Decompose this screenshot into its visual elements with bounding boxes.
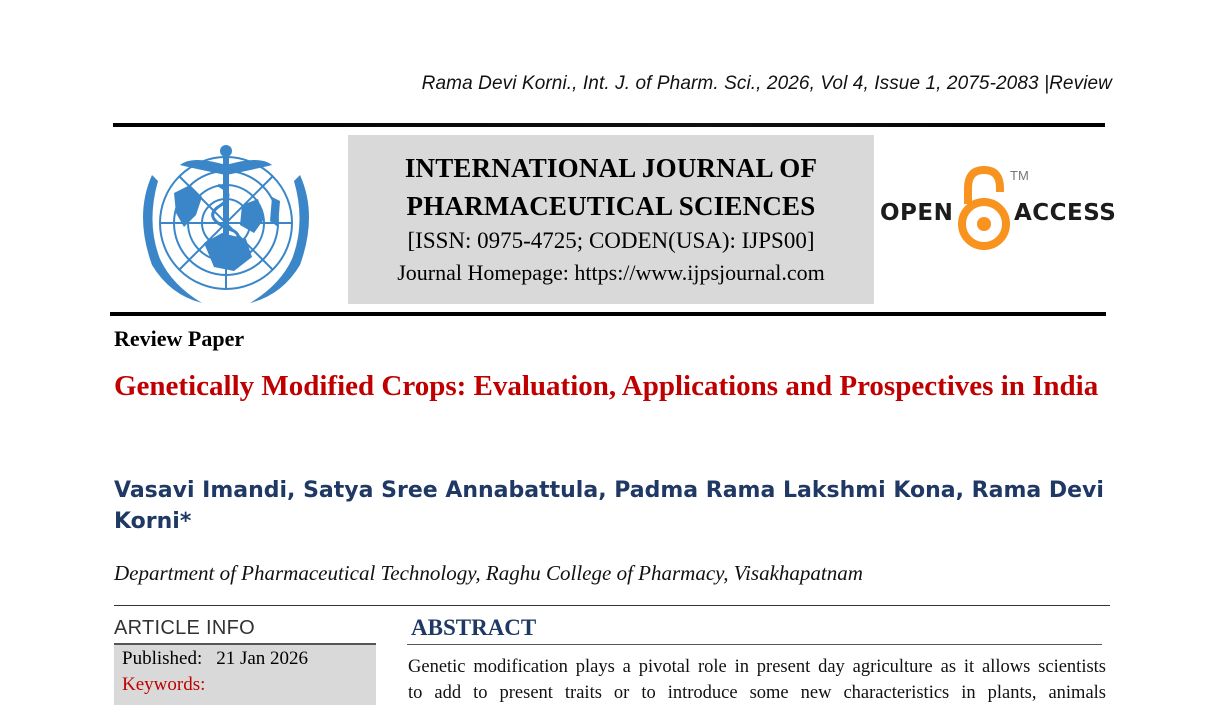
- keywords-label: Keywords:: [122, 674, 206, 695]
- journal-homepage-link[interactable]: Journal Homepage: https://www.ijpsjournal.com: [397, 260, 825, 285]
- published-date: 21 Jan 2026: [216, 648, 309, 669]
- masthead-bottom-rule: [110, 312, 1106, 316]
- section-divider: [114, 605, 1110, 606]
- article-info-heading: ARTICLE INFO: [114, 617, 256, 639]
- author-list: Vasavi Imandi, Satya Sree Annabattula, Padma Rama Lakshmi Kona, Rama Devi Korni*: [114, 478, 1104, 534]
- running-head: Rama Devi Korni., Int. J. of Pharm. Sci., 2026, Vol 4, Issue 1, 2075-2083 |Review: [421, 73, 1112, 94]
- article-title: Genetically Modified Crops: Evaluation, Applications and Prospectives in India: [114, 370, 1099, 402]
- open-access-word-access: ACCESS: [1014, 200, 1117, 226]
- abstract-body: [408, 654, 1106, 706]
- author-affiliation: Department of Pharmaceutical Technology, Raghu College of Pharmacy, Visakhapatnam: [114, 561, 863, 585]
- abstract-line: Genetic modification plays a pivotal role in present day agriculture as it allows scientists: [408, 657, 1106, 677]
- journal-name-line1: INTERNATIONAL JOURNAL OF: [404, 153, 818, 183]
- open-access-lock-icon: [956, 164, 1012, 254]
- masthead-top-rule: [113, 123, 1105, 127]
- abstract-line: to add to present traits or to introduce some new characteristics in plants, animals: [408, 683, 1106, 703]
- abstract-rule: [407, 644, 1102, 645]
- article-type-label: Review Paper: [114, 326, 245, 351]
- journal-masthead-box: [348, 135, 874, 304]
- abstract-heading: ABSTRACT: [411, 615, 537, 640]
- journal-emblem-icon: [122, 135, 330, 307]
- published-label: Published:: [122, 648, 203, 669]
- open-access-logo: [878, 160, 1117, 256]
- journal-name-line2: PHARMACEUTICAL SCIENCES: [406, 191, 816, 221]
- open-access-word-open: OPEN: [880, 200, 954, 226]
- issn-line: [ISSN: 0975-4725; CODEN(USA): IJPS00]: [407, 228, 815, 253]
- trademark-mark: TM: [1010, 168, 1029, 183]
- published-row: [122, 648, 308, 670]
